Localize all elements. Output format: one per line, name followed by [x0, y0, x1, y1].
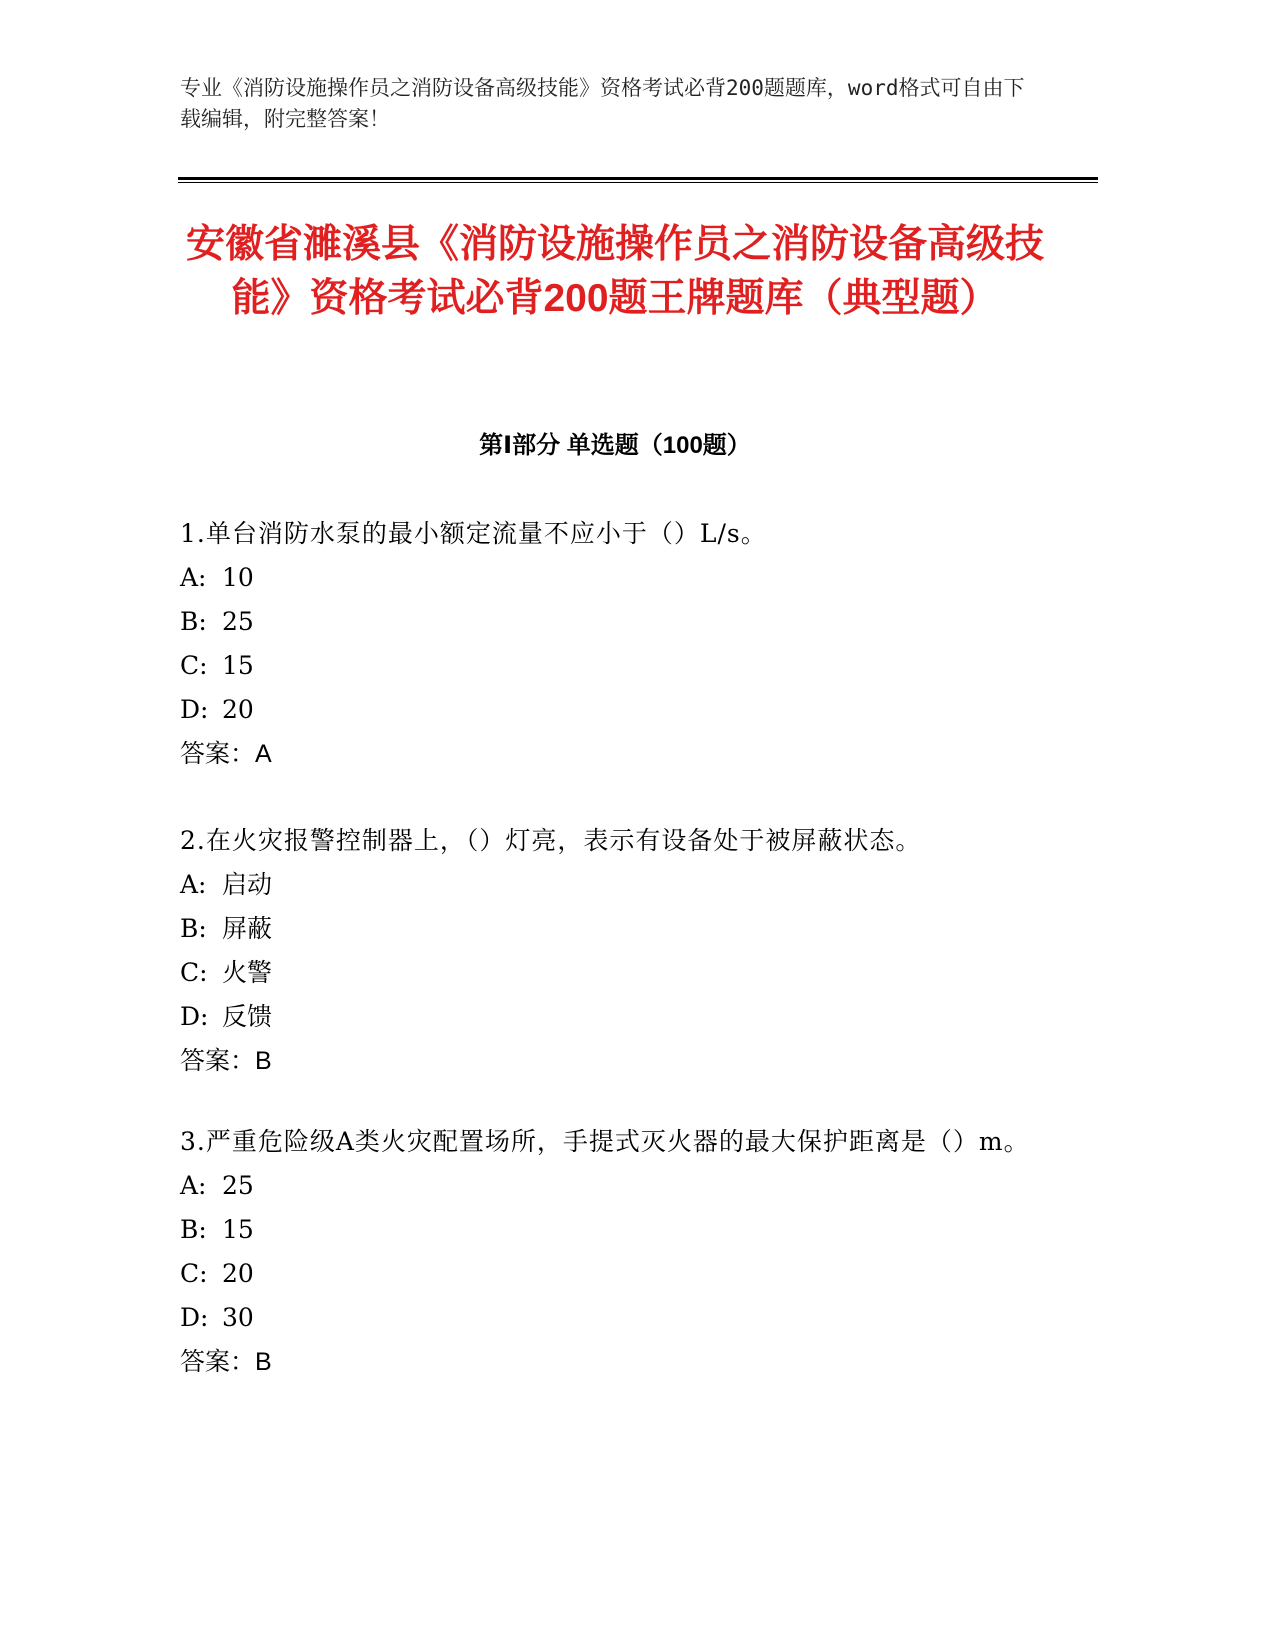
header-note: 专业《消防设施操作员之消防设备高级技能》资格考试必背200题题库，word格式可自由下载编辑，附完整答案！	[180, 76, 1025, 131]
option-b	[180, 600, 1040, 644]
question-stem: 1.单台消防水泵的最小额定流量不应小于（）L/s。	[180, 519, 767, 548]
option-text: 火警	[222, 958, 273, 987]
question-stem: 2.在火灾报警控制器上，（）灯亮，表示有设备处于被屏蔽状态。	[180, 826, 922, 855]
option-c	[180, 1252, 1040, 1296]
option-text: 屏蔽	[222, 914, 273, 943]
document-title: 安徽省濉溪县《消防设施操作员之消防设备高级技能》资格考试必背200题王牌题库（典型题）	[185, 223, 1044, 320]
option-b	[180, 907, 1040, 951]
header-divider-thick	[178, 177, 1098, 180]
option-key: B:	[180, 914, 207, 943]
option-text: 10	[222, 563, 254, 592]
option-c	[180, 951, 1040, 995]
option-text: 30	[222, 1303, 254, 1332]
question-2	[180, 819, 1040, 1083]
option-key: D:	[180, 695, 209, 724]
option-d	[180, 995, 1040, 1039]
option-key: C:	[180, 958, 208, 987]
section-title: 第Ⅰ部分 单选题（100题）	[479, 432, 751, 459]
option-text: 启动	[222, 870, 273, 899]
option-text: 20	[222, 695, 254, 724]
answer-line: 答案：B	[180, 1348, 272, 1376]
option-key: A:	[180, 870, 207, 899]
option-key: B:	[180, 1215, 207, 1244]
option-text: 15	[222, 1215, 254, 1244]
option-key: C:	[180, 1259, 208, 1288]
option-d	[180, 1296, 1040, 1340]
question-3	[180, 1120, 1040, 1384]
answer-line: 答案：A	[180, 740, 272, 768]
option-a	[180, 1164, 1040, 1208]
answer-line: 答案：B	[180, 1047, 272, 1075]
option-c	[180, 644, 1040, 688]
option-a	[180, 863, 1040, 907]
option-b	[180, 1208, 1040, 1252]
option-text: 20	[222, 1259, 254, 1288]
option-text: 反馈	[222, 1002, 273, 1031]
option-text: 25	[222, 607, 254, 636]
option-key: A:	[180, 1171, 207, 1200]
option-text: 15	[222, 651, 254, 680]
header-divider-thin	[178, 182, 1098, 183]
option-key: C:	[180, 651, 208, 680]
option-key: D:	[180, 1002, 209, 1031]
option-key: D:	[180, 1303, 209, 1332]
option-key: B:	[180, 607, 207, 636]
question-1	[180, 512, 1040, 776]
option-a	[180, 556, 1040, 600]
option-d	[180, 688, 1040, 732]
question-stem: 3.严重危险级A类火灾配置场所，手提式灭火器的最大保护距离是（）m。	[180, 1127, 1030, 1156]
option-key: A:	[180, 563, 207, 592]
option-text: 25	[222, 1171, 254, 1200]
